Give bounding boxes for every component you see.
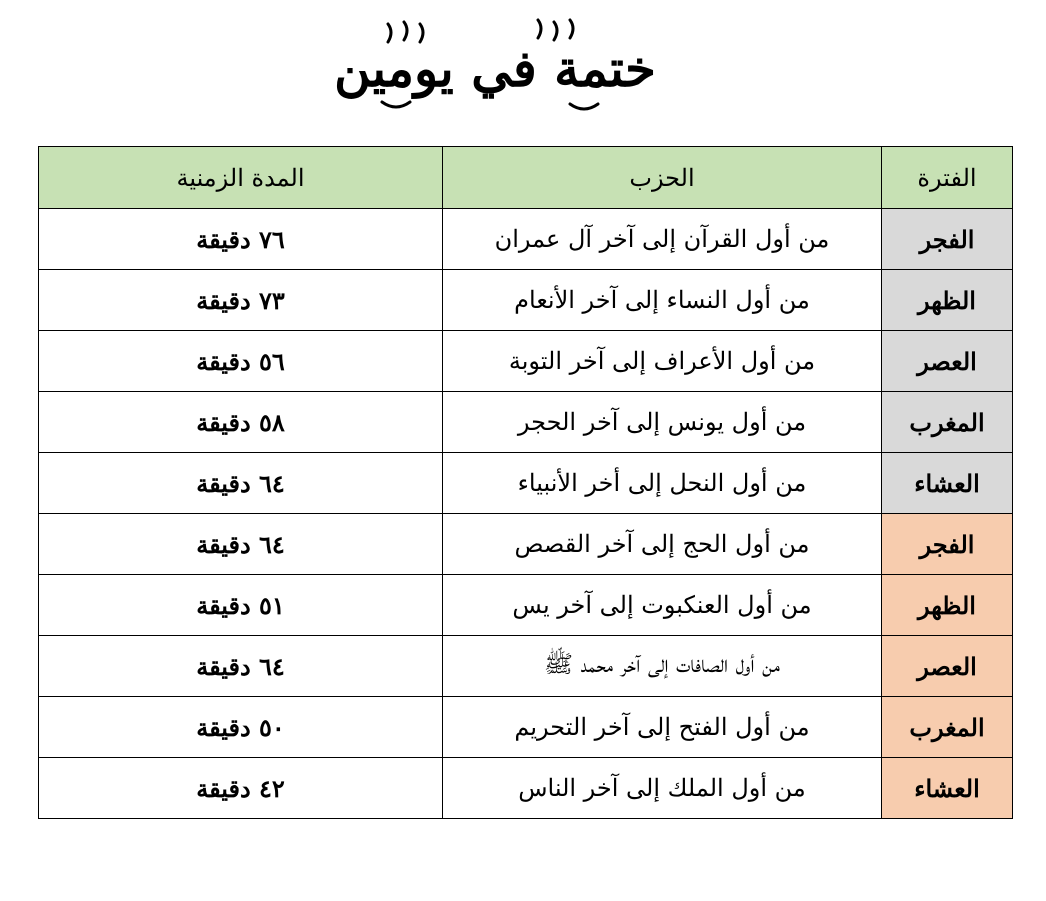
table-row: [39, 392, 1013, 453]
period-cell: الفجر: [882, 209, 1013, 270]
header-period: الفترة: [882, 147, 1013, 209]
header-portion: الحزب: [443, 147, 882, 209]
portion-cell: من أول النساء إلى آخر الأنعام: [443, 270, 882, 331]
table-header-row: [39, 147, 1013, 209]
period-cell: المغرب: [882, 697, 1013, 758]
duration-cell: ٥٨ دقيقة: [39, 392, 443, 453]
page-title-block: [334, 14, 656, 124]
portion-cell: من أول الحج إلى آخر القصص: [443, 514, 882, 575]
portion-cell: من أول الملك إلى آخر الناس: [443, 758, 882, 819]
duration-cell: ٦٤ دقيقة: [39, 514, 443, 575]
portion-cell: من أول يونس إلى آخر الحجر: [443, 392, 882, 453]
portion-cell: من أول الأعراف إلى آخر التوبة: [443, 331, 882, 392]
page-title: ختمة في يومين: [334, 39, 656, 98]
duration-cell: ٧٦ دقيقة: [39, 209, 443, 270]
period-cell: العصر: [882, 636, 1013, 697]
duration-cell: ٥٠ دقيقة: [39, 697, 443, 758]
period-cell: العشاء: [882, 453, 1013, 514]
table-row: [39, 758, 1013, 819]
portion-cell: من أول العنكبوت إلى آخر يس: [443, 575, 882, 636]
table-row: [39, 209, 1013, 270]
period-cell: العشاء: [882, 758, 1013, 819]
period-cell: المغرب: [882, 392, 1013, 453]
table-row: [39, 453, 1013, 514]
duration-cell: ٥١ دقيقة: [39, 575, 443, 636]
duration-cell: ٥٦ دقيقة: [39, 331, 443, 392]
khatma-schedule-table: [38, 146, 1013, 819]
portion-cell: من أول الفتح إلى آخر التحريم: [443, 697, 882, 758]
table-row: [39, 636, 1013, 697]
table-row: [39, 697, 1013, 758]
duration-cell: ٦٤ دقيقة: [39, 636, 443, 697]
portion-cell: من أول النحل إلى أخر الأنبياء: [443, 453, 882, 514]
period-cell: الفجر: [882, 514, 1013, 575]
table-row: [39, 270, 1013, 331]
table-row: [39, 514, 1013, 575]
portion-cell: من أول القرآن إلى آخر آل عمران: [443, 209, 882, 270]
period-cell: الظهر: [882, 575, 1013, 636]
period-cell: العصر: [882, 331, 1013, 392]
duration-cell: ٧٣ دقيقة: [39, 270, 443, 331]
portion-cell: من أول الصافات إلى آخر محمد ﷺ: [443, 636, 882, 697]
header-duration: المدة الزمنية: [39, 147, 443, 209]
duration-cell: ٦٤ دقيقة: [39, 453, 443, 514]
duration-cell: ٤٢ دقيقة: [39, 758, 443, 819]
period-cell: الظهر: [882, 270, 1013, 331]
table-row: [39, 331, 1013, 392]
table-row: [39, 575, 1013, 636]
